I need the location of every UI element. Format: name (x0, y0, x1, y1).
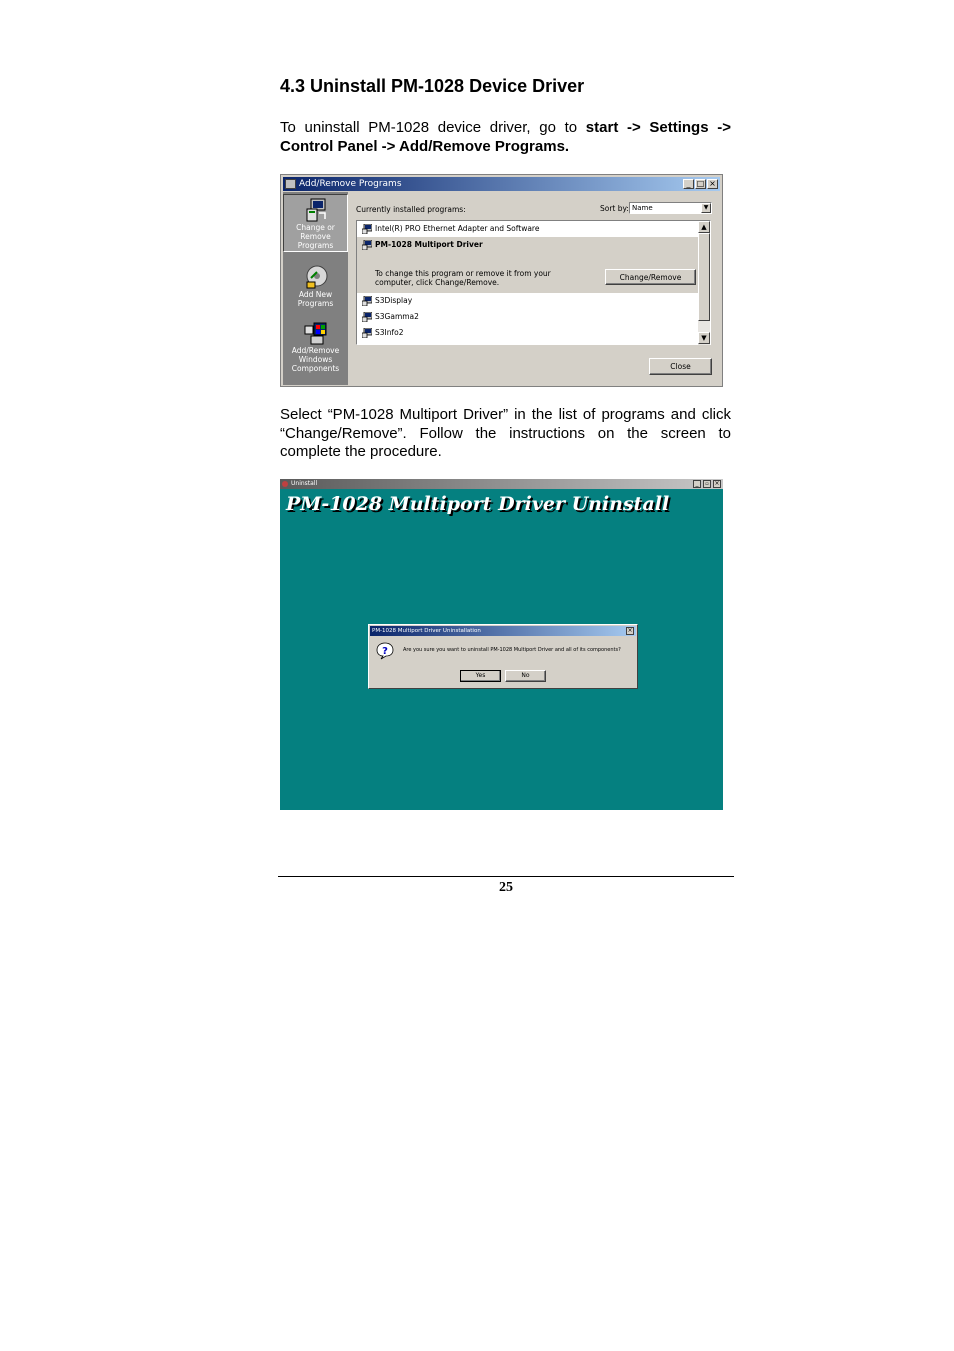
sort-value: Name (632, 204, 653, 212)
minimize-icon[interactable]: _ (693, 480, 701, 488)
uninstall-app-icon (282, 481, 288, 487)
intro-text: To uninstall PM-1028 device driver, go to (280, 119, 586, 136)
program-icon (362, 312, 372, 322)
no-button[interactable]: No (505, 670, 546, 682)
add-remove-programs-window (280, 174, 723, 387)
program-icon (362, 240, 372, 250)
list-item[interactable] (357, 221, 699, 237)
restore-icon[interactable]: ▫ (703, 480, 711, 488)
dialog-message: Are you sure you want to uninstall PM-1028 Multiport Driver and all of its components? (403, 647, 621, 653)
confirm-dialog (368, 624, 638, 689)
footer-rule (278, 876, 734, 877)
scroll-thumb[interactable] (698, 233, 710, 321)
list-scrollbar[interactable] (698, 221, 710, 345)
maximize-icon[interactable]: □ (696, 179, 705, 188)
close-button[interactable]: Close (649, 358, 712, 375)
chevron-down-icon[interactable]: ▼ (701, 203, 711, 213)
control-panel-icon (285, 179, 296, 189)
program-name: S3Gamma2 (375, 312, 419, 321)
program-icon (362, 224, 372, 234)
cd-install-icon (303, 264, 329, 290)
window-title: Add/Remove Programs (299, 179, 402, 189)
program-name: Intel(R) PRO Ethernet Adapter and Software (375, 224, 540, 233)
change-remove-button[interactable]: Change/Remove (605, 269, 696, 285)
sidebar-item-label: Add New Programs (297, 290, 334, 308)
dialog-title: PM-1028 Multiport Driver Uninstallation (372, 628, 481, 634)
section-heading: 4.3 Uninstall PM-1028 Device Driver (280, 76, 585, 96)
yes-button[interactable]: Yes (460, 670, 501, 682)
program-name: S3Display (375, 296, 413, 305)
minimize-icon[interactable]: _ (683, 179, 694, 189)
list-item[interactable] (357, 293, 699, 309)
program-icon (362, 328, 372, 338)
intro-paragraph (280, 119, 731, 156)
selected-description-line1: To change this program or remove it from your (375, 269, 551, 278)
uninstall-window-title: Uninstall (291, 480, 318, 487)
intro-path: start -> Settings -> Control Panel -> Add/Remove Programs. (280, 119, 731, 155)
program-name: S3Info2 (375, 328, 404, 337)
select-paragraph: Select “PM-1028 Multiport Driver” in the list of programs and click “Change/Remove”. Follow the instructions on the screen to complete the procedure. (280, 406, 731, 460)
list-item[interactable] (357, 309, 699, 325)
uninstall-heading: PM-1028 Multiport Driver Uninstall (286, 493, 670, 515)
windows-components-icon (303, 320, 329, 346)
installed-label: Currently installed programs: (356, 205, 466, 214)
program-icon (362, 296, 372, 306)
sidebar-item-windows-components[interactable] (283, 320, 348, 382)
scroll-down-icon[interactable]: ▼ (698, 332, 710, 344)
sidebar-item-label: Add/Remove Windows Components (291, 346, 340, 373)
program-name: PM-1028 Multiport Driver (375, 240, 483, 249)
selected-program-row[interactable] (357, 237, 699, 293)
list-item (357, 237, 699, 253)
uninstall-titlebar (280, 479, 723, 489)
programs-list (356, 220, 711, 345)
close-icon[interactable]: × (627, 627, 633, 634)
sidebar-item-label: Change or Remove Programs (296, 223, 335, 250)
question-icon (376, 642, 394, 660)
close-icon[interactable]: × (707, 179, 718, 189)
change-remove-icon (303, 197, 329, 223)
window-titlebar (283, 177, 720, 191)
sort-label: Sort by: (600, 204, 629, 213)
svg-text:?: ? (382, 646, 388, 657)
sidebar-item-change-remove[interactable] (283, 194, 348, 252)
sidebar-item-add-new[interactable] (283, 264, 348, 314)
sidebar (283, 192, 348, 385)
close-icon[interactable]: × (714, 480, 720, 487)
uninstall-window (280, 479, 723, 810)
selected-description-line2: computer, click Change/Remove. (375, 278, 500, 287)
dialog-titlebar (370, 626, 636, 636)
scroll-up-icon[interactable]: ▲ (698, 221, 710, 233)
programs-panel (351, 192, 719, 352)
sort-select[interactable] (629, 202, 712, 214)
page-number: 25 (499, 880, 513, 895)
list-item[interactable] (357, 325, 699, 341)
